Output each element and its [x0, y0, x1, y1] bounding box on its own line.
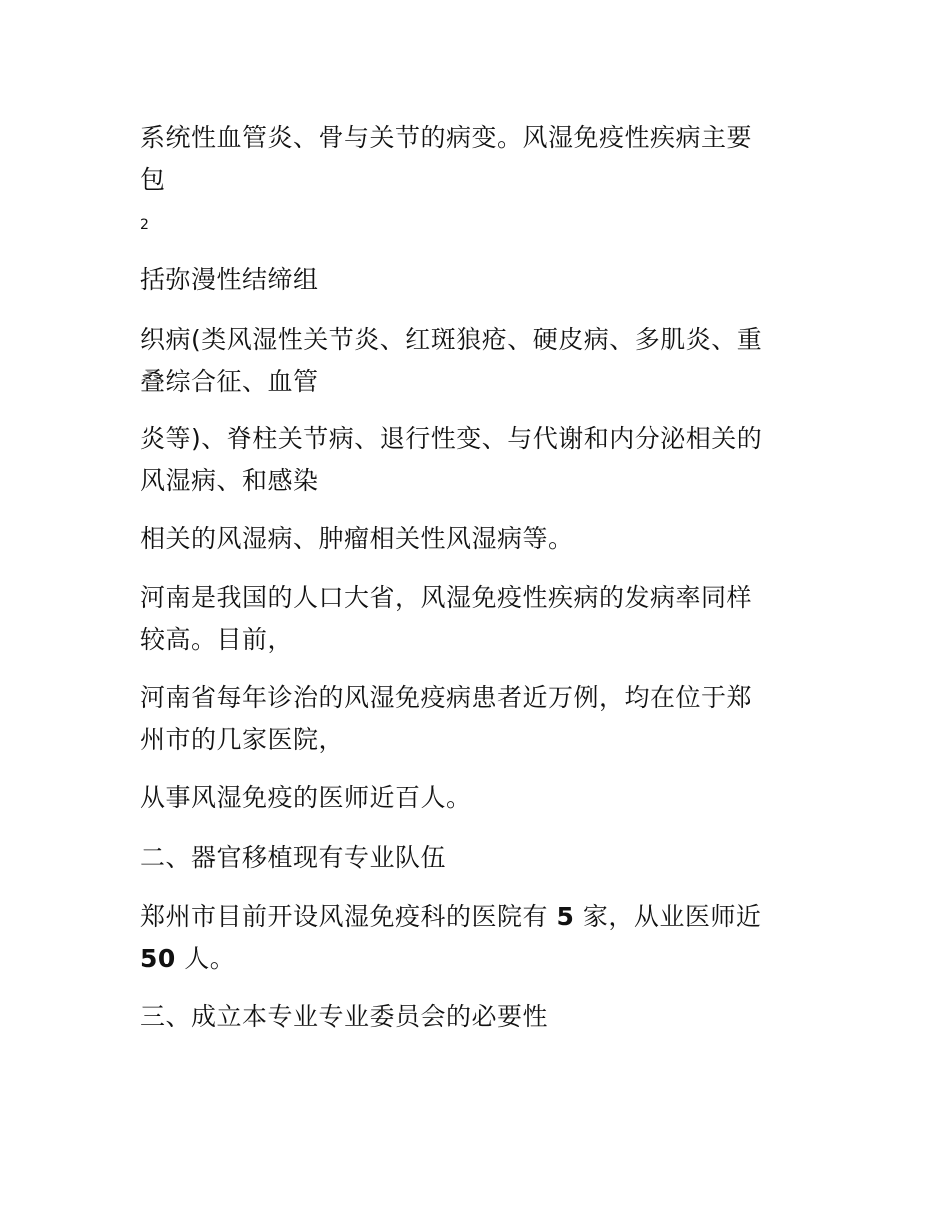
- paragraph-line: 风湿病、和感染: [140, 466, 319, 495]
- paragraph-text: 郑州市目前开设风湿免疫科的医院有: [140, 902, 549, 931]
- paragraph-line: 较高。目前，: [140, 625, 294, 654]
- paragraph-text: 人。: [184, 944, 236, 973]
- section-heading: [140, 996, 812, 1038]
- paragraph: [140, 577, 812, 661]
- paragraph: [140, 896, 812, 980]
- paragraph-line: 州市的几家医院，: [140, 725, 345, 754]
- paragraph: [140, 259, 812, 301]
- paragraph-line: 叠综合征、血管: [140, 367, 319, 396]
- paragraph: [140, 518, 812, 560]
- paragraph-line: 织病(类风湿性关节炎、红斑狼疮、硬皮病、多肌炎、重: [140, 325, 763, 354]
- page-number: 2: [140, 217, 149, 233]
- heading-text: 三、成立本专业专业委员会的必要性: [140, 1002, 549, 1031]
- paragraph-line: 河南是我国的人口大省，风湿免疫性疾病的发病率同样: [140, 583, 753, 612]
- paragraph-line: 系统性血管炎、骨与关节的病变。风湿免疫性疾病主要: [140, 123, 753, 152]
- paragraph-line: 河南省每年诊治的风湿免疫病患者近万例，均在位于郑: [140, 683, 753, 712]
- paragraph-line: 炎等)、脊柱关节病、退行性变、与代谢和内分泌相关的: [140, 424, 763, 453]
- heading-text: 二、器官移植现有专业队伍: [140, 843, 447, 872]
- paragraph: [140, 418, 812, 502]
- paragraph: [140, 677, 812, 761]
- paragraph-line: 括弥漫性结缔组: [140, 265, 319, 294]
- paragraph-text: 家，从业医师近: [582, 902, 762, 931]
- paragraph: [140, 777, 812, 819]
- paragraph-line: 相关的风湿病、肿瘤相关性风湿病等。: [140, 524, 574, 553]
- paragraph: [140, 117, 812, 201]
- hospital-count: 5: [556, 902, 575, 931]
- paragraph-line: 从事风湿免疫的医师近百人。: [140, 783, 472, 812]
- paragraph: [140, 319, 812, 403]
- paragraph-line: 包: [140, 165, 166, 194]
- section-heading: [140, 837, 812, 879]
- physician-count: 50: [140, 944, 176, 973]
